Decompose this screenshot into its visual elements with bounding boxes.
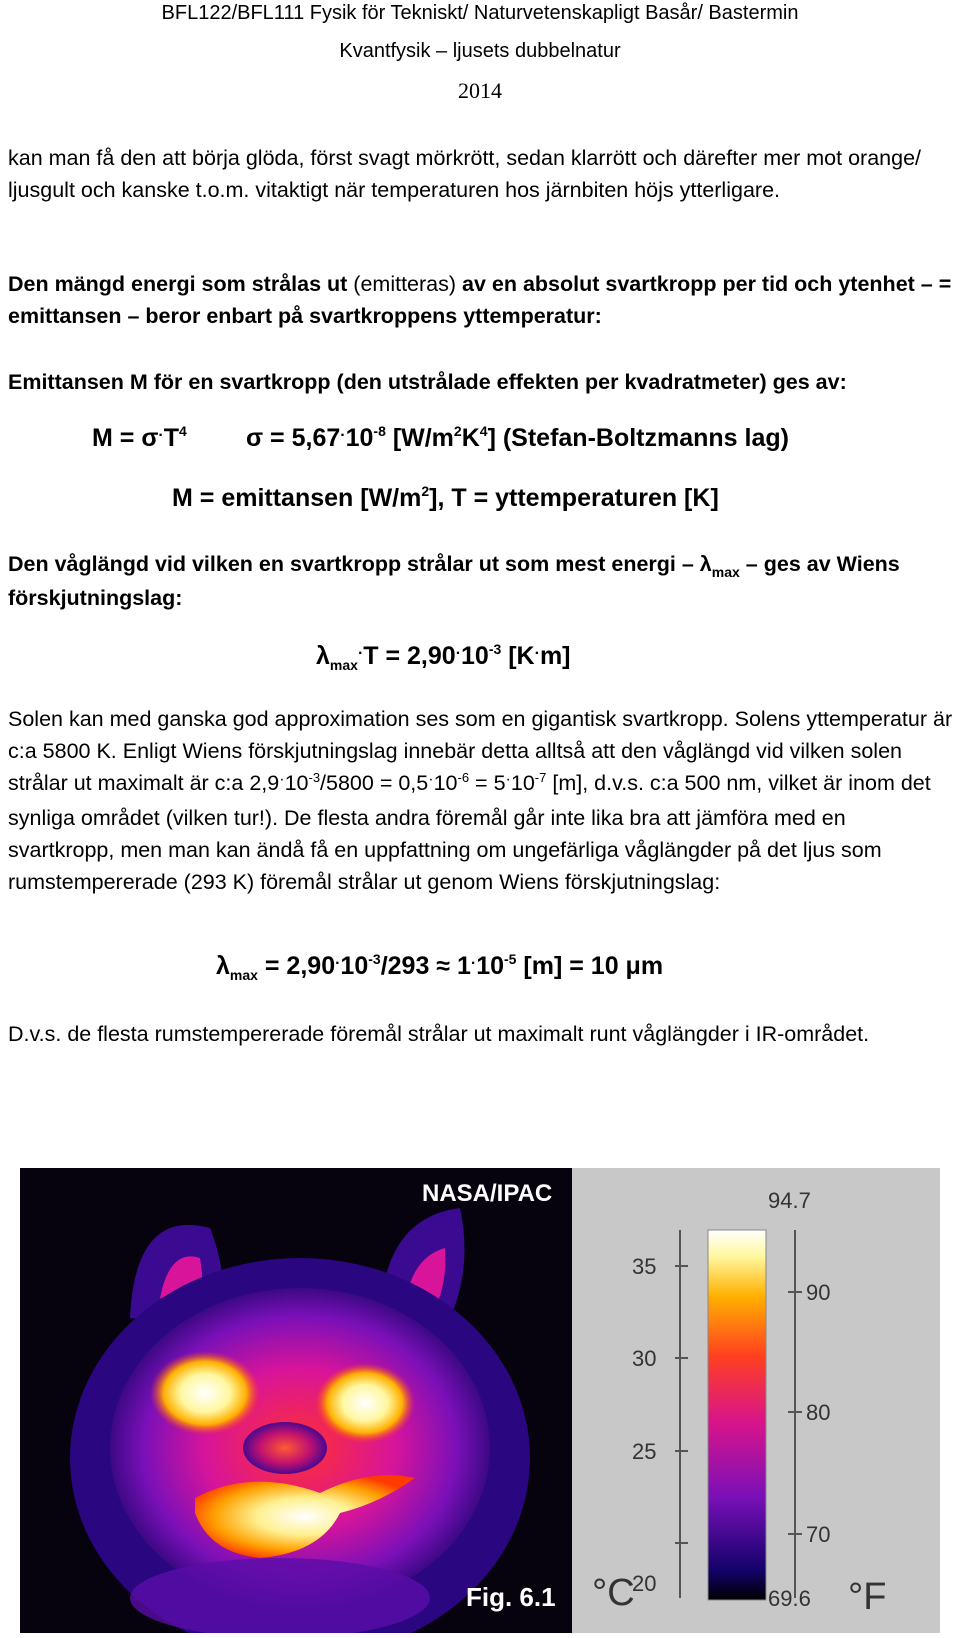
wien-ten: 10 [461, 642, 489, 670]
unit-exp4: 4 [479, 423, 488, 439]
stefan-boltzmann-formula-left: $M = \sigma^\cdot T^4$ [92, 423, 187, 452]
wien-lambda-sub: max [711, 564, 740, 580]
room-max: max [229, 967, 258, 983]
sun-exp-1: -3 [308, 770, 321, 785]
wien-formula: $\lambda_{max}^\cdot T = 2,90^\cdot 10^{-3}$ [K·m] [316, 641, 571, 673]
room-exp-2: -5 [504, 951, 517, 967]
formula-t: T [163, 424, 180, 452]
sun-text-d: [m], d.v.s. c:a 500 nm, vilket är inom det synliga området (vilken tur!). De flesta andra föremål går inte lika bra att jämföra med en svartkropp, men man kan ändå få en uppfattning om ungefärliga våglängder på det ljus som rumstempererade (293 K) föremål strålar ut genom Wiens förskjutningslag: [8, 771, 931, 894]
room-exp: -3 [368, 951, 381, 967]
emittance-text-b: (emitteras) [353, 272, 457, 296]
unit-k: K [461, 424, 480, 452]
wien-max: max [329, 657, 358, 673]
variables-a: M = emittansen [W/m [172, 484, 422, 512]
celsius-tick-20: 20 [632, 1571, 657, 1596]
room-lambda: λ [216, 952, 230, 980]
header-course: BFL122/BFL111 Fysik för Tekniskt/ Naturvetenskapligt Basår/ Bastermin [161, 2, 799, 24]
sun-ten-3: 10 [510, 771, 535, 795]
unit-w-m: [W/m [392, 424, 454, 452]
sun-exp-2: -6 [457, 770, 470, 785]
fahrenheit-tick-80: 80 [806, 1400, 831, 1425]
wien-text-a: Den våglängd vid vilken en svartkropp strålar ut som mest energi – λ [8, 552, 712, 576]
wien-paragraph [8, 548, 953, 614]
sun-text-a: Solen kan med ganska god approximation ses som en gigantisk svartkropp. Solens yttemperatur är c:a 5800 K. Enligt Wiens förskjutningslag innebär detta alltså att den våglängd vid vilken solen strålar ut maximalt är c:a 2,9 [8, 707, 953, 795]
room-ten-2: 10 [476, 952, 505, 980]
header-year: 2014 [458, 78, 502, 103]
emittance-definition: Emittansen M för en svartkropp (den utstrålade effekten per kvadratmeter) ges av: [8, 370, 847, 394]
emittance-variables [172, 484, 719, 513]
variables-exp: 2 [421, 483, 430, 499]
emittance-text-a: Den mängd energi som strålas ut [8, 272, 348, 296]
wien-exp: -3 [488, 641, 502, 657]
unit-exp2: 2 [453, 423, 462, 439]
room-ten: 10 [340, 952, 369, 980]
sun-ten-1: 10 [284, 771, 309, 795]
header-topic: Kvantfysik – ljusets dubbelnatur [339, 40, 621, 62]
fahrenheit-tick-max: 94.7 [768, 1188, 811, 1213]
celsius-tick-35: 35 [632, 1254, 657, 1279]
wien-lambda: λ [316, 642, 330, 670]
fahrenheit-unit: °F [848, 1576, 887, 1618]
wien-unit-m: m] [539, 642, 571, 670]
variables-b: ], T = yttemperaturen [K] [429, 484, 719, 512]
wien-unit-k: [K [508, 642, 535, 670]
sun-ten-2: 10 [433, 771, 458, 795]
fahrenheit-tick-min: 69.6 [768, 1586, 811, 1611]
sun-text-b: /5800 = 0,5 [320, 771, 429, 795]
celsius-unit: °C [592, 1572, 635, 1614]
formula-m-sigma: M = σ [92, 424, 159, 452]
sigma-ten: 10 [345, 424, 374, 452]
intro-paragraph: kan man få den att börja glöda, först svagt mörkrött, sedan klarrött och därefter mer mot orange/ ljusgult och kanske t.o.m. vitaktigt när temperaturen hos järnbiten höjs ytterligare. [8, 146, 922, 202]
thermal-image-figure [20, 1168, 940, 1633]
stefan-boltzmann-formula-right: $\sigma = 5,67^\cdot 10^{-8}$ $[W/m^2K^4]$ (Stefan-Boltzmanns lag) [246, 423, 789, 452]
figure-caption: Fig. 6.1 [466, 1582, 556, 1612]
thermal-dog-image [20, 1168, 940, 1633]
sigma-exp: -8 [373, 423, 386, 439]
conclusion-paragraph: D.v.s. de flesta rumstempererade föremål strålar ut maximalt runt våglängder i IR-området. [8, 1022, 870, 1046]
room-c: [m] = 10 μm [523, 952, 664, 980]
sun-exp-3: -7 [534, 770, 547, 785]
image-credit: NASA/IPAC [422, 1180, 553, 1207]
fahrenheit-tick-70: 70 [806, 1522, 831, 1547]
room-a: = 2,90 [264, 952, 336, 980]
room-temp-formula: $\lambda_{max} = 2,90^\cdot 10^{-3}/293 \approx 1^\cdot 10^{-5}$ [m] = 10 μm [216, 951, 664, 983]
fahrenheit-tick-90: 90 [806, 1280, 831, 1305]
wien-t: T = 2,90 [363, 642, 456, 670]
sigma-value: σ = 5,67 [246, 424, 341, 452]
celsius-tick-25: 25 [632, 1439, 657, 1464]
formula-exp-4: 4 [179, 423, 187, 439]
emittance-paragraph [8, 268, 953, 332]
wien-text-b: – ges av Wiens förskjutningslag: [8, 552, 900, 610]
sun-paragraph: Solen kan med ganska god approximation ses som en gigantisk svartkropp. Solens yttemperatur är c:a 5800 K. Enligt Wiens förskjutningslag innebär detta alltså att den våglängd vid vilken solen strålar ut maximalt är c:a $2,9^\cdot 10^{-3}/5800 = 0,5^\cdot 10^{-6} = 5^\cdot 10^{-7}$ [m], d.v.s. c:a 500 nm, vilket är inom det synliga området (vilken tur!). De flesta andra föremål går inte lika bra att jämföra med en svartkropp, men man kan ändå få en uppfattning om ungefärliga våglängder på det ljus som rumstempererade (293 K) föremål strålar ut genom Wiens förskjutningslag: [8, 707, 953, 894]
stefan-boltzmann-label: ] (Stefan-Boltzmanns lag) [487, 424, 789, 452]
room-b: /293 ≈ 1 [380, 952, 471, 980]
celsius-tick-30: 30 [632, 1346, 657, 1371]
emittance-text-c: av en absolut svartkropp per tid och ytenhet – = emittansen – beror enbart på svartkroppens yttemperatur: [8, 272, 952, 328]
sun-text-c: = 5 [475, 771, 506, 795]
